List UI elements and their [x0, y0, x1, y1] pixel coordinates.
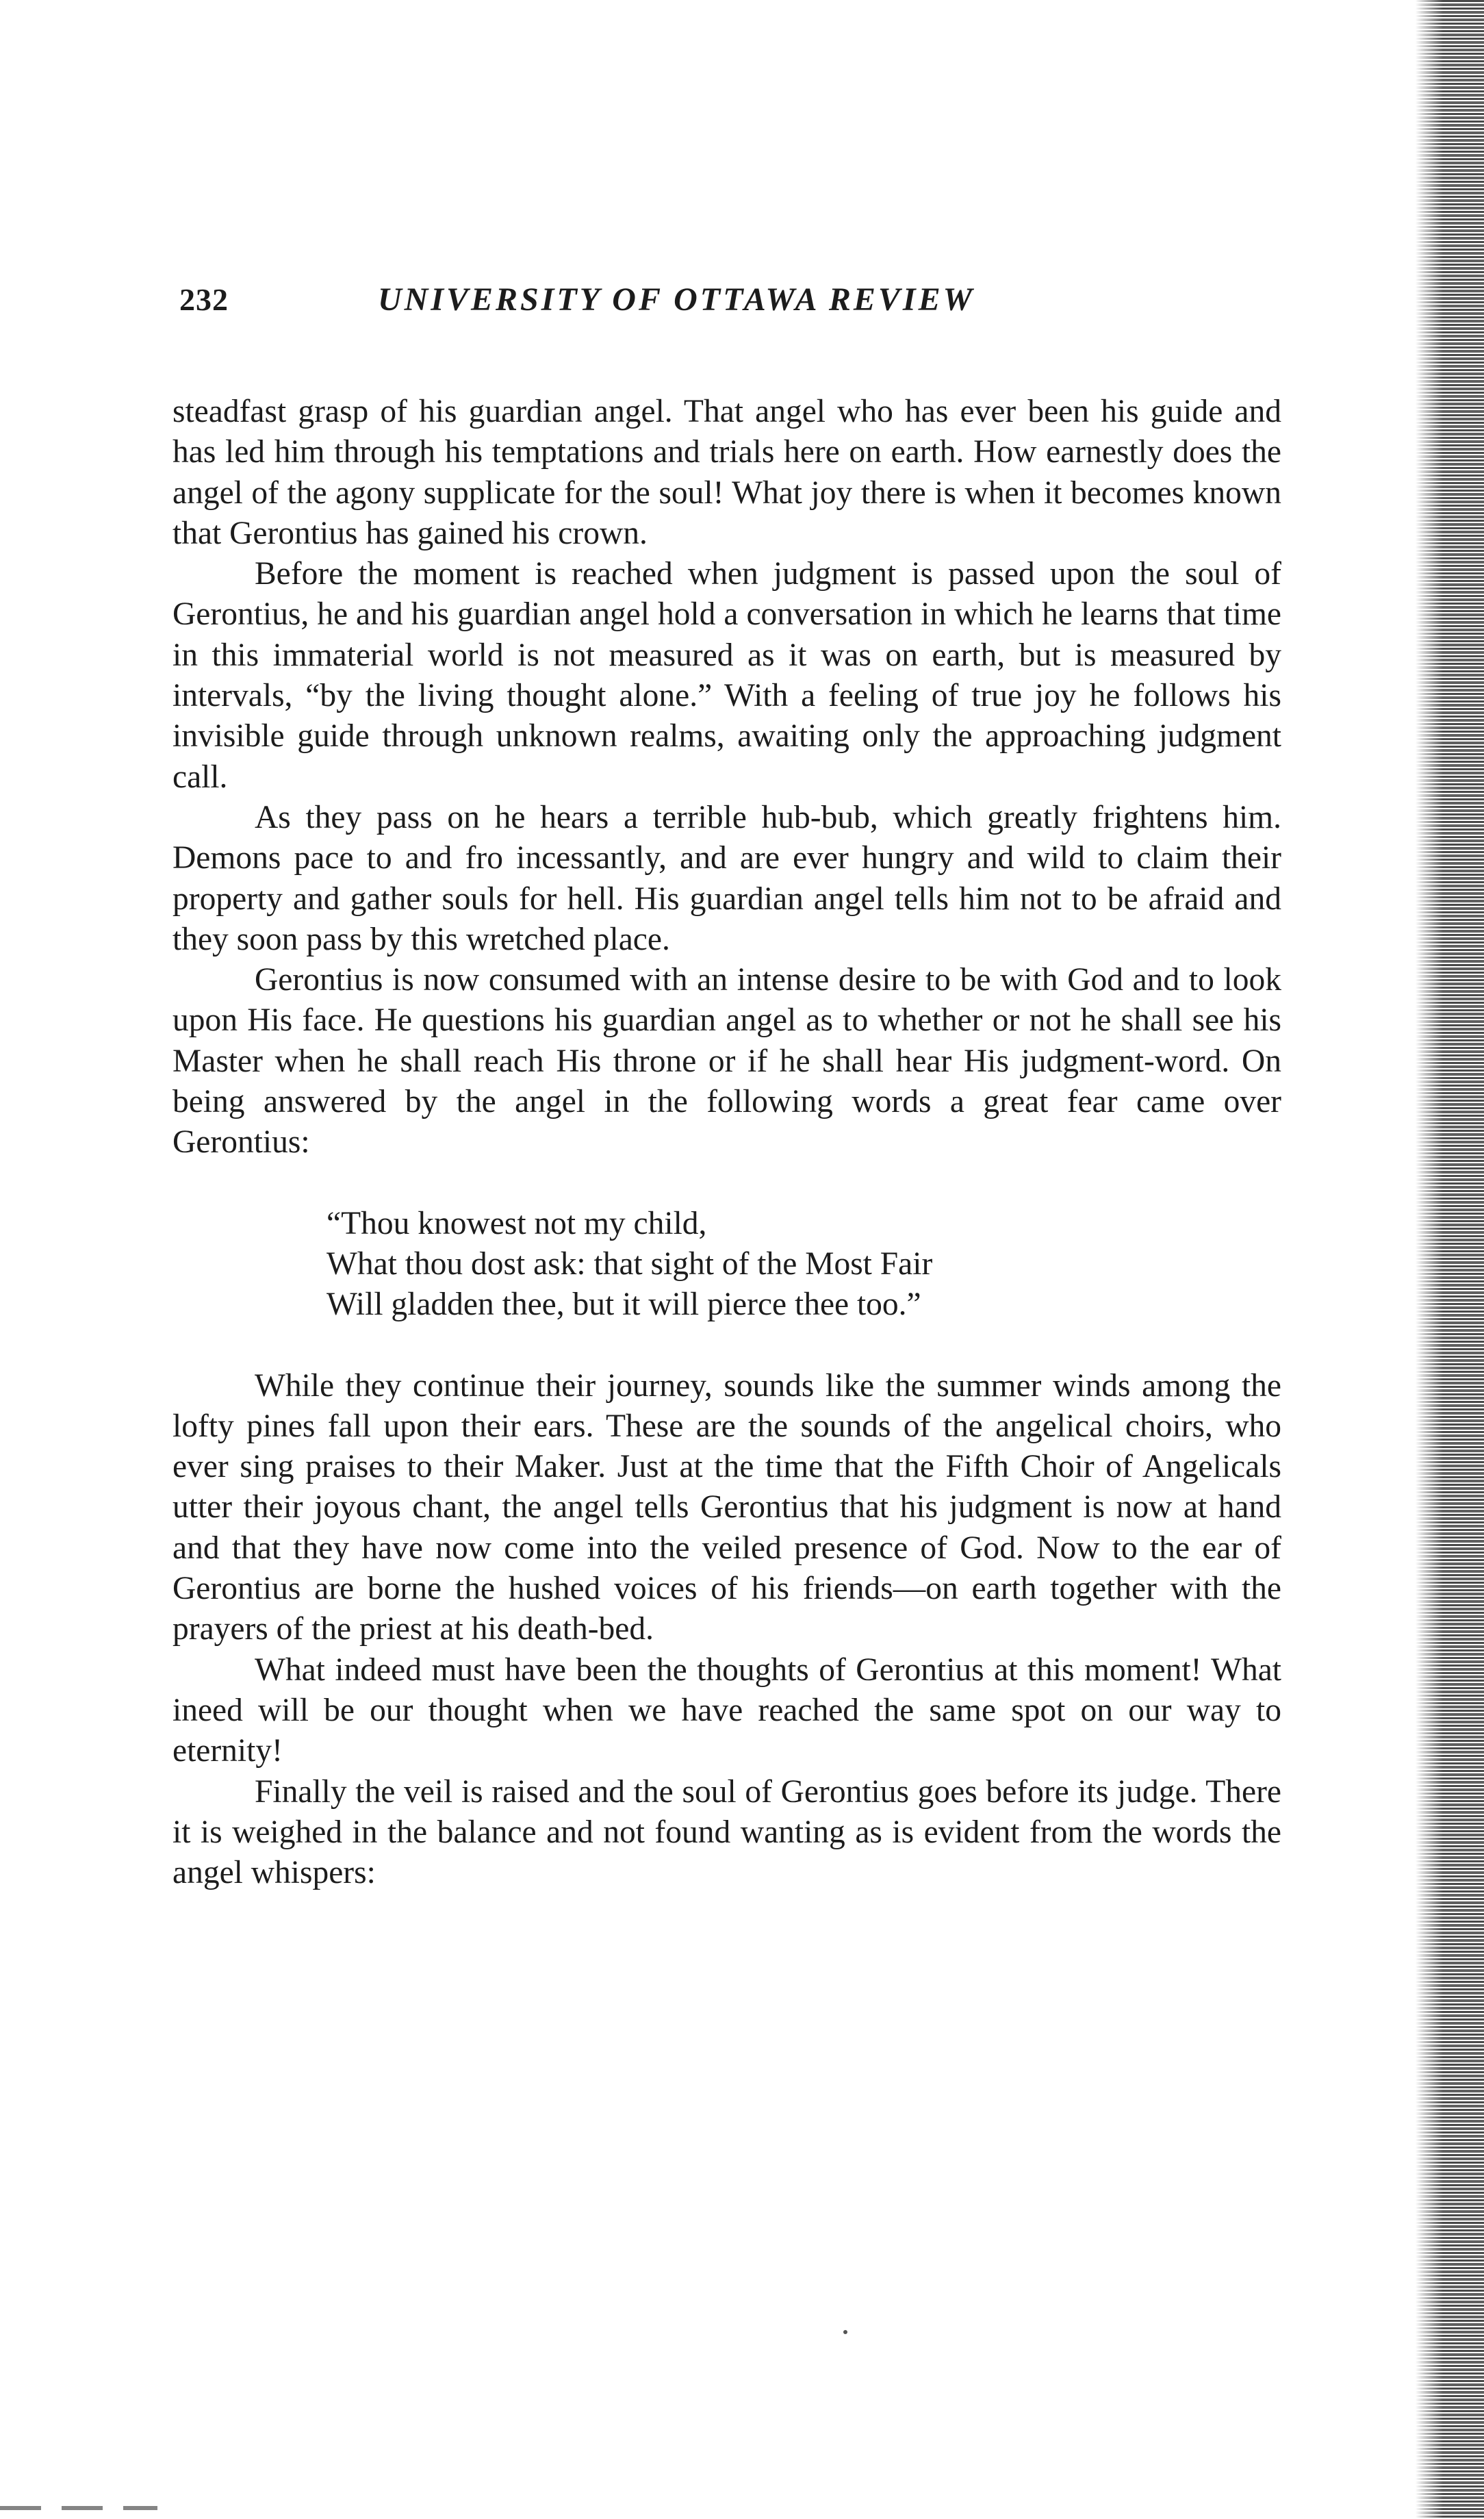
running-head: UNIVERSITY OF OTTAWA REVIEW — [378, 281, 975, 318]
page-number: 232 — [179, 282, 229, 317]
paragraph-5: While they continue their journey, sounds like the summer winds among the lofty pines fall upon their ears. These are the sounds of the angelical choirs, who ever sing praises to their Maker. Just at the time that the Fifth Choir of Angelicals utter their joyous chant, the angel tells Gerontius that his judgment is now at hand and that they have now come into the veiled presence of God. Now to the ear of Gerontius are borne the hushed voices of his friends—on earth together with the prayers of the priest at his death-bed. — [172, 1367, 1281, 1647]
verse-line: “Thou knowest not my child, — [327, 1205, 707, 1241]
paragraph-3: As they pass on he hears a terrible hub-bub, which greatly frightens him. Demons pace to and fro incessantly, and are ever hungry and wild to claim their property and gather souls for hell. His guardian angel tells him not to be afraid and they soon pass by this wretched place. — [172, 799, 1281, 957]
print-speck — [843, 2330, 847, 2334]
scan-edge-marks — [0, 2506, 157, 2510]
paragraph-7: Finally the veil is raised and the soul of Gerontius goes before its judge. There it is weighed in the balance and not found wanting as is evident from the words the angel whispers: — [172, 1773, 1281, 1891]
paragraph-2: Before the moment is reached when judgment is passed upon the soul of Gerontius, he and his guardian angel hold a conversation in which he learns that time in this immaterial world is not measured as it was on earth, but is measured by intervals, “by the living thought alone.” With a feeling of true joy he follows his invisible guide through unknown realms, awaiting only the approaching judgment call. — [172, 556, 1281, 795]
verse-quotation — [327, 1204, 1281, 1326]
paragraph-1: steadfast grasp of his guardian angel. That angel who has ever been his guide and has led him through his temptations and trials here on earth. How earnestly does the angel of the agony supplicate for the soul! What joy there is when it becomes known that Gerontius has gained his crown. — [172, 394, 1281, 551]
verse-line: What thou dost ask: that sight of the Most Fair — [327, 1245, 933, 1282]
page-header — [179, 281, 1288, 336]
body-text — [172, 392, 1281, 1893]
paragraph-6: What indeed must have been the thoughts of Gerontius at this moment! What ineed will be our thought when we have reached the same spot on our way to eternity! — [172, 1651, 1281, 1769]
book-binding-edge — [1416, 0, 1484, 2519]
paragraph-4: Gerontius is now consumed with an intense desire to be with God and to look upon His face. He questions his guardian angel as to whether or not he shall see his Master when he shall reach His throne or if he shall hear His judgment-word. On being answered by the angel in the following words a great fear came over Gerontius: — [172, 962, 1281, 1161]
verse-line: Will gladden thee, but it will pierce thee too.” — [327, 1287, 921, 1323]
